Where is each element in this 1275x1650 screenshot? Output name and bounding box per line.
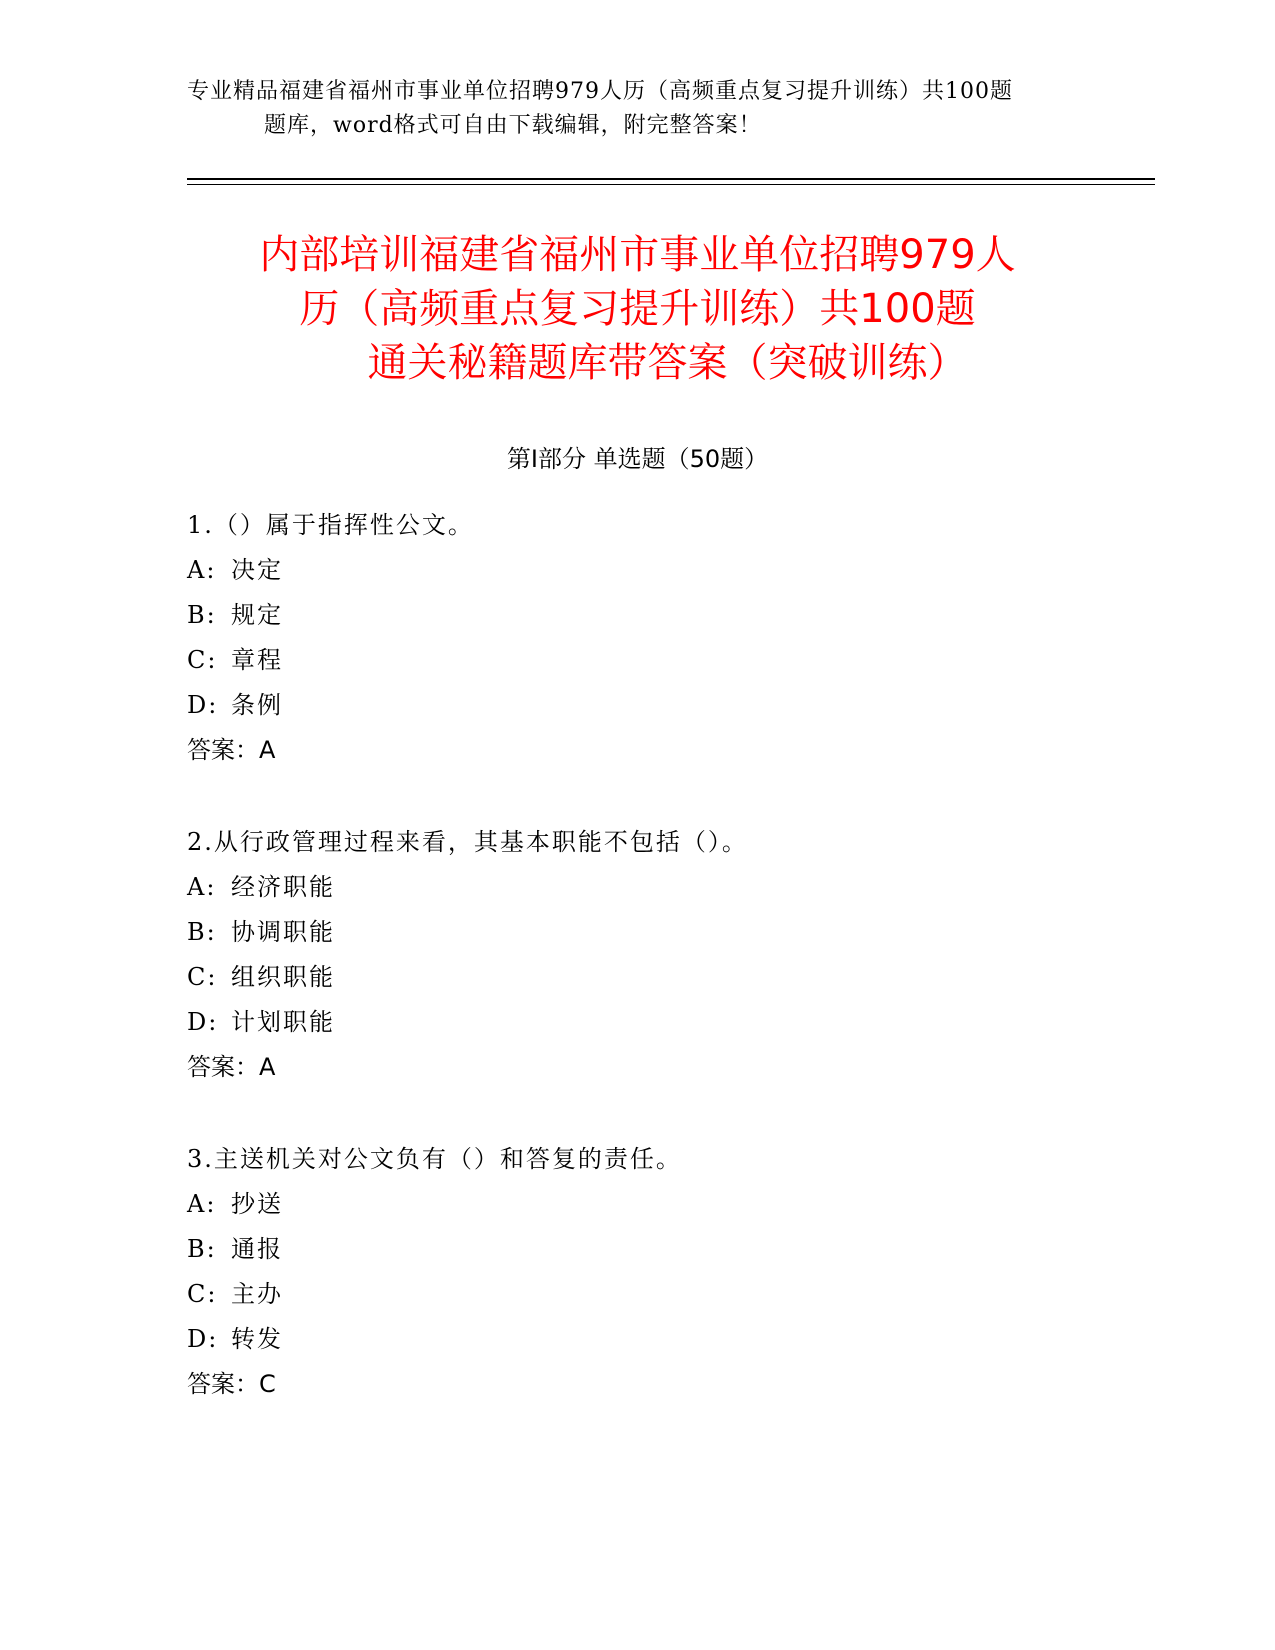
header-line-1: 专业精品福建省福州市事业单位招聘979人历（高频重点复习提升训练）共100题 <box>187 79 1013 104</box>
option-key: A: <box>187 1190 217 1218</box>
option-b <box>187 1227 1087 1272</box>
option-text: 组织职能 <box>231 963 335 991</box>
option-key: C: <box>187 1280 218 1308</box>
option-key: C: <box>187 646 218 674</box>
option-text: 计划职能 <box>231 1008 335 1036</box>
option-c <box>187 638 1087 683</box>
option-text: 通报 <box>231 1235 283 1263</box>
title-line-3: 通关秘籍题库带答案（突破训练） <box>367 340 968 386</box>
answer-line: 答案：A <box>187 1053 276 1081</box>
answer-line: 答案：C <box>187 1370 276 1398</box>
question-3 <box>187 1137 1087 1407</box>
header-line-2: 题库，word格式可自由下载编辑，附完整答案！ <box>264 113 762 138</box>
option-c <box>187 955 1087 1000</box>
title-line-2: 历（高频重点复习提升训练）共100题 <box>299 286 976 332</box>
question-stem: 3.主送机关对公文负有（）和答复的责任。 <box>187 1145 682 1173</box>
document-title <box>150 228 1125 390</box>
option-key: B: <box>187 601 217 629</box>
option-b <box>187 593 1087 638</box>
option-text: 决定 <box>231 556 283 584</box>
option-text: 条例 <box>231 691 283 719</box>
answer-line: 答案：A <box>187 736 276 764</box>
option-c <box>187 1272 1087 1317</box>
title-line-1: 内部培训福建省福州市事业单位招聘979人 <box>259 232 1016 278</box>
option-key: B: <box>187 918 217 946</box>
option-d <box>187 1317 1087 1362</box>
option-a <box>187 865 1087 910</box>
question-stem: 2.从行政管理过程来看，其基本职能不包括（）。 <box>187 828 748 856</box>
question-stem: 1.（）属于指挥性公文。 <box>187 511 474 539</box>
question-2 <box>187 820 1087 1090</box>
option-key: B: <box>187 1235 217 1263</box>
header-divider-thick <box>187 178 1155 180</box>
option-d <box>187 1000 1087 1045</box>
option-text: 协调职能 <box>231 918 335 946</box>
option-key: D: <box>187 1008 219 1036</box>
section-heading: 第Ⅰ部分 单选题（50题） <box>506 445 769 473</box>
option-text: 经济职能 <box>231 873 335 901</box>
option-key: A: <box>187 873 217 901</box>
header-divider-thin <box>187 184 1155 185</box>
option-key: D: <box>187 691 219 719</box>
option-a <box>187 548 1087 593</box>
option-text: 章程 <box>231 646 283 674</box>
option-b <box>187 910 1087 955</box>
option-text: 转发 <box>231 1325 283 1353</box>
option-d <box>187 683 1087 728</box>
option-a <box>187 1182 1087 1227</box>
option-key: A: <box>187 556 217 584</box>
question-1 <box>187 503 1087 773</box>
option-key: D: <box>187 1325 219 1353</box>
option-text: 规定 <box>231 601 283 629</box>
option-text: 主办 <box>231 1280 283 1308</box>
option-key: C: <box>187 963 218 991</box>
option-text: 抄送 <box>231 1190 283 1218</box>
